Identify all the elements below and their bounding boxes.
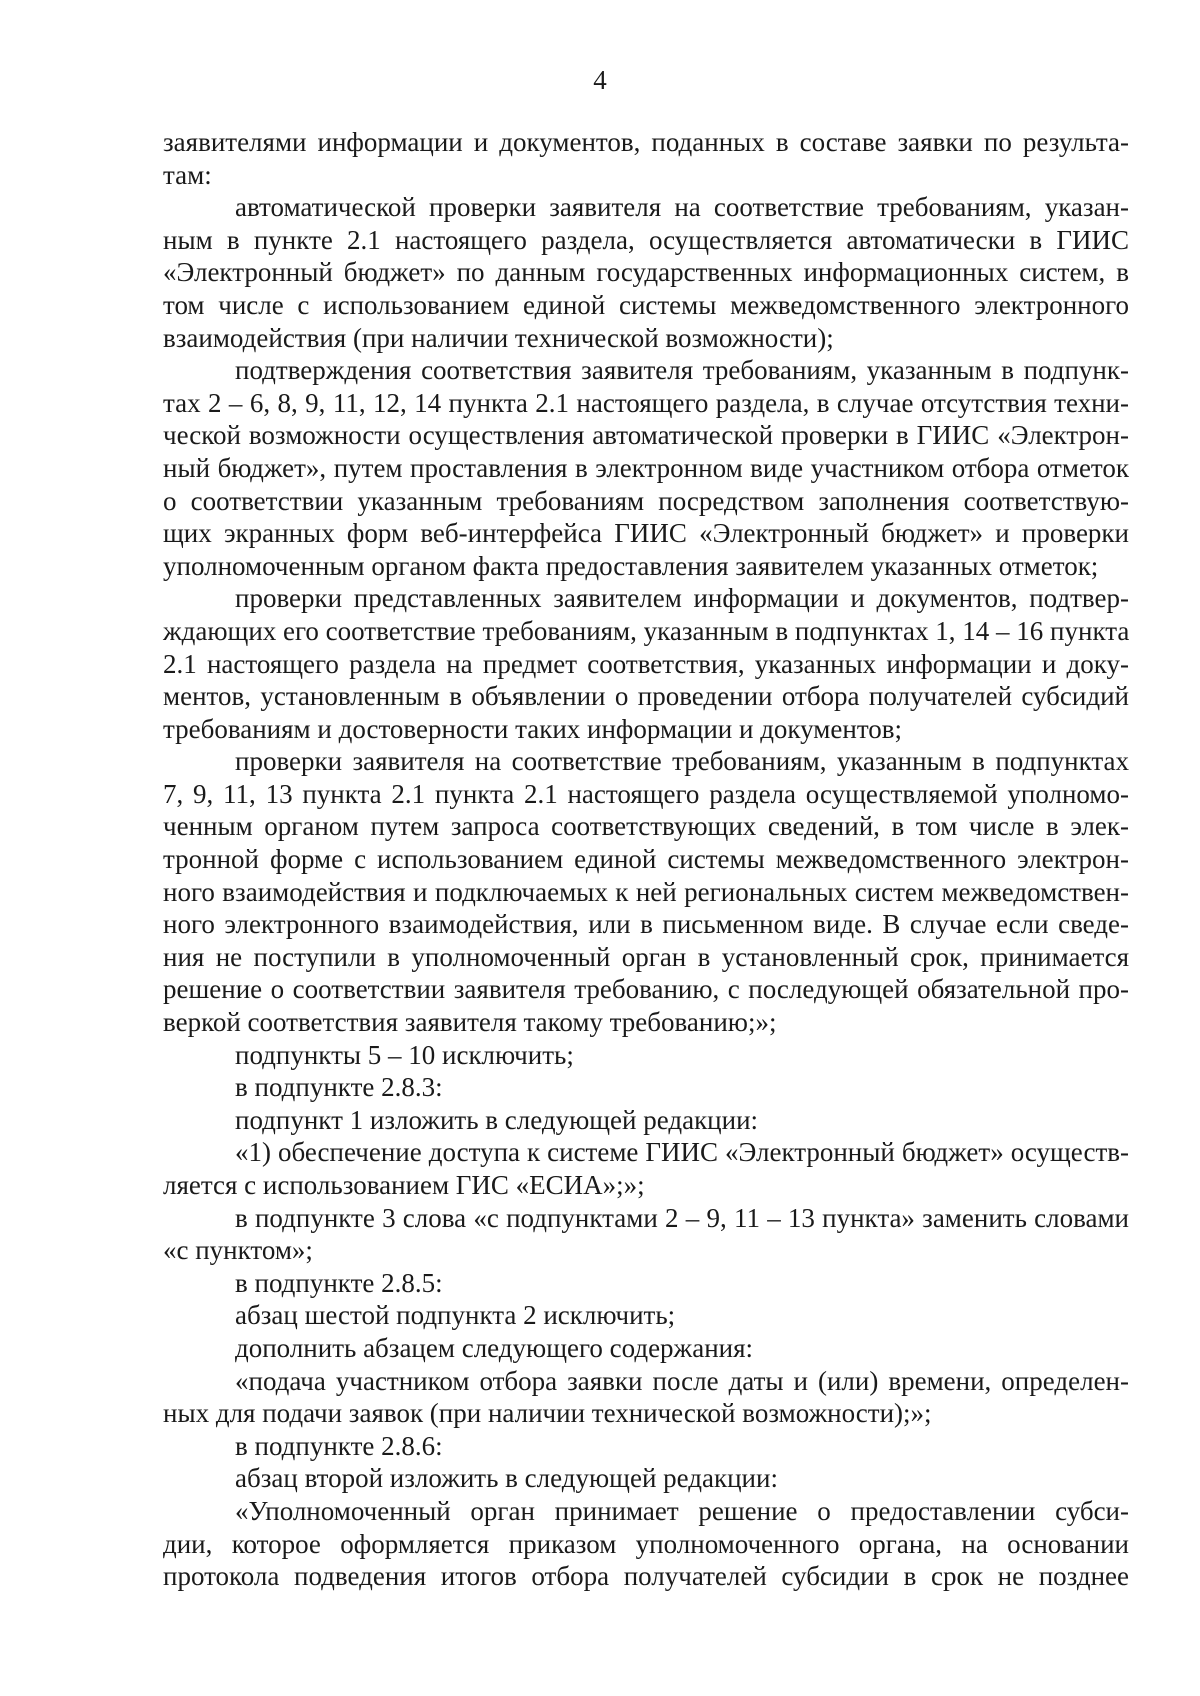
text-line: «Электронный бюджет» по данным государственных информационных систем, в bbox=[163, 257, 1129, 288]
text-line: ного электронного взаимодействия, или в письменном виде. В случае если сведе- bbox=[163, 909, 1129, 940]
text-line: решение о соответствии заявителя требованию, с последующей обязательной про- bbox=[163, 974, 1129, 1005]
text-line: ного взаимодействия и подключаемых к ней региональных систем межведомствен- bbox=[163, 876, 1129, 907]
text-line: «с пунктом»; bbox=[163, 1235, 313, 1266]
document-body bbox=[163, 126, 1129, 1593]
text-line: ния не поступили в уполномоченный орган в установленный срок, принимается bbox=[163, 941, 1129, 972]
text-line: «Уполномоченный орган принимает решение о предоставлении субси- bbox=[235, 1495, 1129, 1526]
text-line: ченным органом путем запроса соответствующих сведений, в том числе в элек- bbox=[163, 811, 1129, 842]
text-line: ным в пункте 2.1 настоящего раздела, осуществляется автоматически в ГИИС bbox=[163, 224, 1129, 255]
text-line: «1) обеспечение доступа к системе ГИИС «Электронный бюджет» осуществ- bbox=[235, 1137, 1129, 1168]
text-line: веркой соответствия заявителя такому требованию;»; bbox=[163, 1007, 777, 1038]
text-line: заявителями информации и документов, поданных в составе заявки по результа- bbox=[163, 127, 1129, 157]
text-line: 2.1 настоящего раздела на предмет соответствия, указанных информации и доку- bbox=[163, 648, 1129, 679]
text-line: подпункт 1 изложить в следующей редакции: bbox=[235, 1104, 759, 1135]
text-line: протокола подведения итогов отбора получателей субсидии в срок не позднее bbox=[163, 1561, 1129, 1592]
text-line: абзац второй изложить в следующей редакции: bbox=[235, 1463, 778, 1494]
text-line: щих экранных форм веб-интерфейса ГИИС «Электронный бюджет» и проверки bbox=[163, 518, 1129, 549]
text-line: проверки заявителя на соответствие требованиям, указанным в подпунктах bbox=[235, 746, 1129, 777]
text-line: требованиям и достоверности таких информации и документов; bbox=[163, 713, 903, 744]
text-line: абзац шестой подпункта 2 исключить; bbox=[235, 1300, 676, 1331]
text-line: проверки представленных заявителем информации и документов, подтвер- bbox=[235, 583, 1129, 614]
text-line: взаимодействия (при наличии технической возможности); bbox=[163, 322, 834, 353]
page-number: 4 bbox=[593, 65, 607, 95]
text-line: о соответствии указанным требованиям посредством заполнения соответствую- bbox=[163, 485, 1129, 516]
text-line: ляется с использованием ГИС «ЕСИА»;»; bbox=[163, 1170, 645, 1200]
text-line: в подпункте 2.8.3: bbox=[235, 1072, 443, 1103]
text-line: там: bbox=[163, 159, 212, 190]
text-line: ментов, установленным в объявлении о проведении отбора получателей субсидий bbox=[163, 681, 1129, 712]
text-line: тронной форме с использованием единой системы межведомственного электрон- bbox=[163, 844, 1129, 875]
text-line: дополнить абзацем следующего содержания: bbox=[235, 1332, 754, 1363]
text-line: в подпункте 2.8.5: bbox=[235, 1267, 443, 1298]
text-line: подтверждения соответствия заявителя требованиям, указанным в подпунк- bbox=[235, 355, 1129, 386]
text-line: подпункты 5 – 10 исключить; bbox=[235, 1039, 574, 1070]
text-line: том числе с использованием единой системы межведомственного электронного bbox=[163, 289, 1129, 320]
text-line: в подпункте 2.8.6: bbox=[235, 1430, 443, 1461]
text-line: ных для подачи заявок (при наличии технической возможности);»; bbox=[163, 1398, 932, 1429]
text-line: автоматической проверки заявителя на соответствие требованиям, указан- bbox=[235, 192, 1129, 223]
text-line: «подача участником отбора заявки после даты и (или) времени, определен- bbox=[235, 1365, 1129, 1396]
text-line: ный бюджет», путем проставления в электронном виде участником отбора отметок bbox=[163, 452, 1129, 483]
text-line: в подпункте 3 слова «с подпунктами 2 – 9, 11 – 13 пункта» заменить словами bbox=[235, 1202, 1129, 1233]
text-line: тах 2 – 6, 8, 9, 11, 12, 14 пункта 2.1 настоящего раздела, в случае отсутствия техни- bbox=[163, 387, 1129, 418]
text-line: дии, которое оформляется приказом уполномоченного органа, на основании bbox=[163, 1528, 1129, 1559]
text-line: 7, 9, 11, 13 пункта 2.1 пункта 2.1 настоящего раздела осуществляемой уполномо- bbox=[163, 778, 1129, 809]
text-line: ческой возможности осуществления автоматической проверки в ГИИС «Электрон- bbox=[163, 420, 1129, 451]
text-line: ждающих его соответствие требованиям, указанным в подпунктах 1, 14 – 16 пункта bbox=[163, 615, 1130, 646]
text-line: уполномоченным органом факта предоставления заявителем указанных отметок; bbox=[163, 550, 1099, 581]
